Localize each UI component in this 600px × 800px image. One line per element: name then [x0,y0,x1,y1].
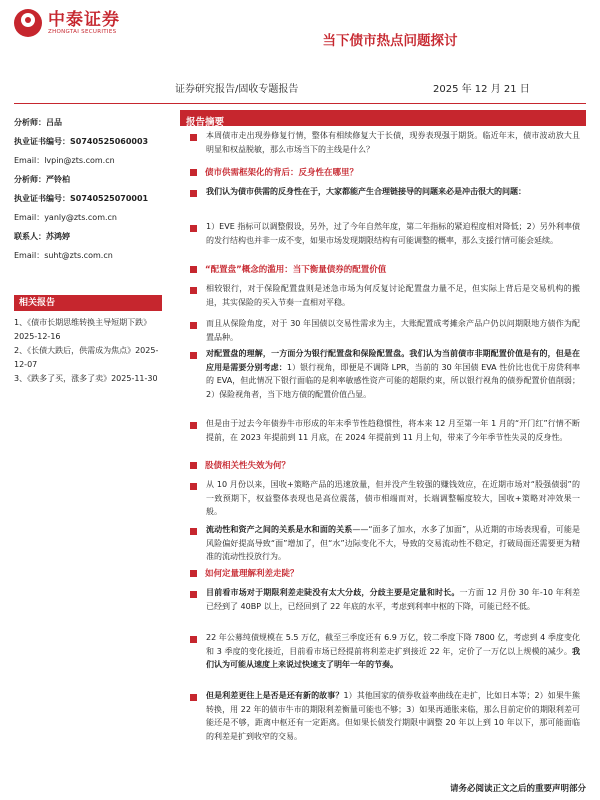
summary-paragraph: 从 10 月份以来，国收+策略产品的迅速放量，但并没产生较强的赚钱效应，在近期市场对“股强债弱”的一致预期下，权益整体表现也是高位震荡，债市相端而对，长端调整幅度较大，国收+策略对冲效果一般。 [206,480,580,516]
report-meta [175,80,530,95]
bullet-icon [190,694,197,701]
contact-role: 联系人：苏鸿婷 [14,232,70,241]
section-heading: “配置盘”概念的滥用：当下衡量债券的配置价值 [190,264,386,277]
bullet-icon [190,266,197,273]
report-date: 2025 年 12 月 21 日 [433,84,530,95]
summary-paragraph: 相较银行，对于保险配置盘则是述急市场为何反复讨论配置盘力量不足，但实际上背后是交易机构的搬退，其实保险的买入节奏一直相对平稳。 [206,284,580,307]
bullet-icon [190,190,197,197]
section-heading: 如何定量理解利差走陡？ [190,568,299,581]
related-report-item[interactable]: 3、《跌多了买，涨多了卖》2025-11-30 [14,374,158,383]
bullet-icon [190,591,197,598]
bullet-icon [190,169,197,176]
bullet-icon [190,528,197,535]
logo-text-cn: 中泰证券 [48,10,120,30]
summary-paragraph: 流动性和资产之间的关系是水和面的关系——“面多了加水，水多了加面”，从近期的市场表现看，可能是风险偏好提高导致“面”增加了，但“水”边际变化不大，导致的交易流动性不稳定，打破局面还需要更为精准的流动性投放行为。 [206,525,581,561]
summary-paragraph: 但是由于过去今年债券牛市形成的年末季节性趋稳惯性，将本来 12 月至第一年 1 月的“开门红”行情不断提前，在 2023 年提前到 11 月底，在 2024 年提前到 11 月上旬，带来了今年季节性失灵的反身性。 [206,419,580,442]
summary-paragraph: 1）EVE 指标可以调整假设，另外，过了今年自然年度，第二年指标的紧迫程度相对降低；2）另外利率债的发行结构也并非一成不变，如果市场发现期限结构有可能调整的概率，那么支援行情可能会延续。 [206,222,580,245]
summary-paragraph: 本周债市走出现券修复行情，整体有相续修复大于长债，现券表现强于期货。临近年末，债市波动放大且明显和权益脱敏，那么市场当下的主线是什么？ [206,131,580,154]
bullet-icon [190,422,197,429]
bullet-icon [190,570,197,577]
contact-email[interactable]: Email：suht@zts.com.cn [14,251,113,260]
bullet-icon [190,352,197,359]
report-title: 当下债市热点问题探讨 [322,33,458,49]
bullet-icon [190,225,197,232]
author-panel [14,116,162,262]
report-type: 证券研究报告/固收专题报告 [175,84,299,95]
bullet-icon [190,134,197,141]
bullet-icon [190,483,197,490]
author-1-cert: 执业证书编号：S0740525060003 [14,137,149,146]
section-heading: 债市供需框架化的背后：反身性在哪里？ [190,167,358,180]
summary-paragraph: 22 年公募纯债规模在 5.5 万亿，截至三季度还有 6.9 万亿，较二季度下降 7800 亿，考虑到 4 季度变化和 3 季度的变化接近，目前看市场已经提前将利差走扩到接近 22 年，定价了一万亿以上规模的减少。我们认为可能从速度上来说过快速支了明年一年的节奏。 [206,633,580,669]
contact-name: 苏鸿婷 [46,232,70,241]
related-reports-list [14,316,162,386]
related-report-item[interactable]: 1、《债市长期思维转换主导短期下跌》2025-12-16 [14,318,152,341]
summary-paragraph: 我们认为债市供需的反身性在于，大家都能产生合理链接导的问题来必是冲击很大的问题： [206,187,526,196]
author-2-cert: 执业证书编号：S0740525070001 [14,194,149,203]
disclaimer-footer: 请务必阅读正文之后的重要声明部分 [449,784,586,794]
author-2-role: 分析师：严铃柏 [14,175,70,184]
related-reports-heading: 相关报告 [14,295,162,311]
bullet-icon [190,322,197,329]
summary-paragraph: 对配置盘的理解，一方面分为银行配置盘和保险配置盘。我们认为当前债市非期配置价值是有的，但是在应用是需要分别考虑：1）银行视角，即便是不调降 LPR，当前的 30 年国债 EVA 性价比也优于房贷利率的 EVA，但此情况下银行面临的是利率敏感性资产可能的超限约束，所以银行视角的债券配置价值削弱；2）保险视角者，当下地方债的配置价值凸显。 [206,349,581,399]
related-report-item[interactable]: 2、《长债大跌后，供需成为焦点》2025-12-07 [14,346,159,369]
bullet-icon [190,462,197,469]
summary-paragraph: 但是利差更往上是否是还有新的故事？1）其他国家的债券收益率曲线在走扩，比如日本等；2）如果牛熊转换，用 22 年的债市牛市的期限利差衡量可能也不够；3）如果再通胀来临，那么目前定价的期限利差可能还是不够，距离中枢还有一定距离。但如果长债发行期限中调整 20 年以上到 10 年以下，那可能面临的利差是扩到收窄的交易。 [206,691,581,741]
summary-paragraph: 而且从保险角度，对于 30 年国债以交易性需求为主，大账配置成考摊余产品户仍以问期限地方债作为配置品种。 [206,319,580,342]
author-2-name: 严铃柏 [46,175,70,184]
summary-heading-bar [180,110,586,126]
bullet-icon [190,287,197,294]
author-2-email[interactable]: Email：yanly@zts.com.cn [14,213,118,222]
bullet-icon [190,636,197,643]
author-1-email[interactable]: Email：lvpin@zts.com.cn [14,156,115,165]
author-1-role: 分析师：吕品 [14,118,62,127]
header-divider [14,103,586,104]
logo-text-en: ZHONGTAI SECURITIES [48,29,117,35]
summary-heading: 报告摘要 [186,117,225,128]
section-heading: 股债相关性失效为何？ [190,460,290,473]
author-1-name: 吕品 [46,118,62,127]
summary-paragraph: 目前看市场对于期限利差走陡没有太大分歧，分歧主要是定量和时长。一方面 12 月份 30 年-10 年利差已经到了 40BP 以上，已经回到了 22 年底的水平，考虑到利率中枢的下降，可能已经不低。 [206,588,581,611]
